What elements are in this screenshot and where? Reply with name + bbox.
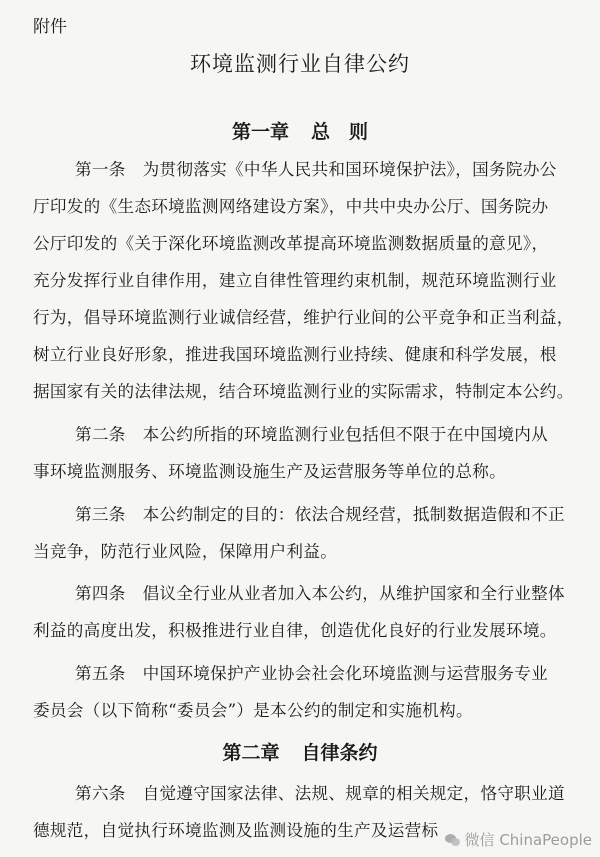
chapter-name: 总 则 <box>311 121 369 143</box>
text-line: 第六条 自觉遵守国家法律、法规、规章的相关规定，恪守职业道 <box>75 784 565 803</box>
chapter-number: 第二章 <box>222 742 280 764</box>
text-line: 行为，倡导环境监测行业诚信经营，维护行业间的公平竞争和正当利益， <box>33 308 574 327</box>
document-title: 环境监测行业自律公约 <box>190 52 410 76</box>
text-line: 第三条 本公约制定的目的：依法合规经营，抵制数据造假和不正 <box>75 505 565 524</box>
text-line: 第四条 倡议全行业从业者加入本公约，从维护国家和全行业整体 <box>75 584 565 603</box>
text-line: 公厅印发的《关于深化环境监测改革提高环境监测数据质量的意见》， <box>33 234 549 253</box>
text-line: 第一条 为贯彻落实《中华人民共和国环境保护法》，国务院办公 <box>75 160 557 179</box>
chapter-number: 第一章 <box>231 121 289 143</box>
text-line: 德规范，自觉执行环境监测及监测设施的生产及运营标 <box>33 821 439 840</box>
watermark-text: 微信 ChinaPeople <box>464 831 592 849</box>
wechat-watermark <box>445 829 592 850</box>
chapter-heading <box>0 738 600 765</box>
text-line: 当竞争，防范行业风险，保障用户利益。 <box>33 542 338 561</box>
wechat-icon <box>445 833 461 847</box>
text-line: 据国家有关的法律法规，结合环境监测行业的实际需求，特制定本公约。 <box>33 382 574 401</box>
text-line: 利益的高度出发，积极推进行业自律，创造优化良好的行业发展环境。 <box>33 621 557 640</box>
attachment-label: 附件 <box>33 17 67 37</box>
text-line: 委员会（以下简称“委员会”）是本公约的制定和实施机构。 <box>33 701 473 720</box>
text-line: 厅印发的《生态环境监测网络建设方案》，中共中央办公厅、国务院办 <box>33 197 549 216</box>
text-line: 树立行业良好形象，推进我国环境监测行业持续、健康和科学发展，根 <box>33 345 557 364</box>
text-line: 事环境监测服务、环境监测设施生产及运营服务等单位的总称。 <box>33 462 507 481</box>
chapter-name: 自律条约 <box>301 742 378 764</box>
text-line: 充分发挥行业自律作用，建立自律性管理约束机制，规范环境监测行业 <box>33 271 557 290</box>
text-line: 第五条 中国环境保护产业协会社会化环境监测与运营服务专业 <box>75 664 549 683</box>
text-line: 第二条 本公约所指的环境监测行业包括但不限于在中国境内从 <box>75 425 549 444</box>
chapter-heading <box>0 117 600 144</box>
